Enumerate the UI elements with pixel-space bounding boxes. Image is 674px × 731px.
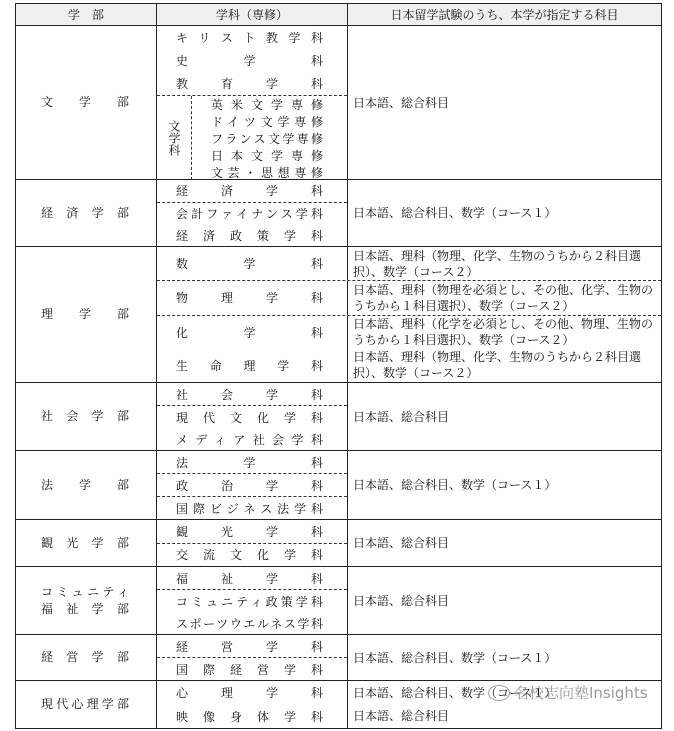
faculty-name: コミュニティ 福祉学部 xyxy=(41,584,129,616)
faculty-name: 社会学部 xyxy=(41,409,129,423)
department-cell xyxy=(157,383,347,406)
faculty-cell xyxy=(16,520,157,566)
major-name: 日本文学専修 xyxy=(211,149,323,163)
faculty-details xyxy=(157,383,661,450)
watermark xyxy=(488,682,648,703)
required-subjects: 日本語、理科（物理を必須とし、その他、化学、生物のうちから１科目選択）、数学（コース２） xyxy=(353,282,654,313)
department-name: スポーツウエルネス学科 xyxy=(176,616,323,631)
department-list xyxy=(157,26,348,179)
major-cell xyxy=(192,113,347,130)
nested-department xyxy=(157,96,347,180)
faculty-name: 経済学部 xyxy=(41,205,129,220)
department-name: 観光学科 xyxy=(176,524,323,539)
faculty-cell xyxy=(16,247,157,382)
department-cell xyxy=(157,26,347,49)
department-cell xyxy=(157,316,348,349)
department-cell xyxy=(157,567,347,590)
faculty-name: 法学部 xyxy=(41,477,129,492)
department-name: 映像身体学科 xyxy=(176,709,323,724)
table-header xyxy=(16,4,661,26)
department-name: 経営学科 xyxy=(176,639,323,654)
department-name: 史学科 xyxy=(176,54,323,68)
major-name: 英米文学専修 xyxy=(211,98,323,112)
department-cell xyxy=(157,705,348,729)
department-name: 化学科 xyxy=(176,325,323,340)
department-name: 物理学科 xyxy=(176,291,323,306)
department-cell xyxy=(157,49,347,72)
department-row xyxy=(157,281,661,315)
faculty-details xyxy=(157,451,661,519)
department-list xyxy=(157,567,348,634)
department-cell xyxy=(157,247,348,280)
department-cell xyxy=(157,612,347,634)
faculty-row xyxy=(16,567,661,635)
faculty-name: 現代心理学部 xyxy=(41,697,129,711)
department-cell xyxy=(157,635,347,658)
wechat-icon xyxy=(488,685,510,701)
major-cell xyxy=(192,96,347,113)
department-row xyxy=(157,316,661,349)
header-department: 学科（専修） xyxy=(157,4,348,25)
required-subjects: 日本語、総合科目、数学（コース１） xyxy=(353,478,557,492)
faculty-cell xyxy=(16,451,157,519)
faculty-details xyxy=(157,180,661,246)
faculty-details xyxy=(157,635,661,680)
department-name: 生命理学科 xyxy=(176,358,323,373)
required-subjects: 日本語、総合科目 xyxy=(353,593,450,608)
nested-major-list xyxy=(192,96,347,180)
faculty-cell xyxy=(16,635,157,680)
required-subjects: 日本語、理科（物理、化学、生物のうちから２科目選択）、数学（コース２） xyxy=(353,248,642,279)
department-cell xyxy=(157,180,347,203)
department-name: 国際ビジネス法学科 xyxy=(176,501,323,516)
department-cell xyxy=(157,349,348,382)
major-cell xyxy=(192,130,347,147)
department-name: 会計ファイナンス学科 xyxy=(176,207,323,221)
department-name: キリスト教学科 xyxy=(176,31,323,45)
faculty-details xyxy=(157,520,661,566)
faculty-name: 経営学部 xyxy=(41,650,129,664)
department-cell xyxy=(157,406,347,428)
department-cell xyxy=(157,203,347,225)
required-subjects: 日本語、総合科目、数学（コース１） xyxy=(353,650,557,665)
required-subjects: 日本語、総合科目 xyxy=(353,95,450,110)
department-cell xyxy=(157,428,347,450)
faculty-cell xyxy=(16,681,157,728)
faculty-name: 文学部 xyxy=(41,95,129,109)
major-name: ドイツ文学専修 xyxy=(211,115,323,129)
header-faculty: 学 部 xyxy=(16,4,157,25)
department-cell xyxy=(157,681,348,705)
department-row xyxy=(157,349,661,382)
department-cell xyxy=(157,281,348,314)
faculty-name: 観光学部 xyxy=(41,535,129,550)
department-cell xyxy=(157,544,347,567)
department-name: メディア社会学科 xyxy=(176,432,323,447)
required-subjects: 日本語、総合科目 xyxy=(353,536,450,550)
department-name: 社会学科 xyxy=(176,387,323,402)
major-name: 文芸・思想専修 xyxy=(211,166,323,180)
department-list xyxy=(157,635,348,680)
department-name: 福祉学科 xyxy=(176,571,323,586)
department-name: 交流文化学科 xyxy=(176,548,323,563)
department-name: コミュニティ政策学科 xyxy=(176,594,323,609)
department-name: 数学科 xyxy=(176,257,323,272)
department-cell xyxy=(157,520,347,544)
faculty-row xyxy=(16,26,661,180)
faculty-cell xyxy=(16,180,157,246)
faculty-row xyxy=(16,180,661,247)
faculty-cell xyxy=(16,567,157,634)
major-name: フランス文学専修 xyxy=(211,132,323,146)
faculty-row xyxy=(16,520,661,567)
faculty-row xyxy=(16,383,661,451)
required-subjects: 日本語、総合科目、数学（コース１） xyxy=(353,685,557,700)
department-cell xyxy=(157,497,347,519)
faculty-details xyxy=(157,567,661,634)
nested-department-label: 文学科 xyxy=(157,96,192,180)
department-cell xyxy=(157,72,347,96)
department-list xyxy=(157,451,348,519)
faculty-row xyxy=(16,247,661,383)
department-list xyxy=(157,520,348,566)
department-name: 経済学科 xyxy=(176,184,323,199)
department-name: 国際経営学科 xyxy=(176,662,323,677)
required-subjects: 日本語、総合科目 xyxy=(353,409,450,424)
department-cell xyxy=(157,224,347,246)
required-subjects: 日本語、総合科目 xyxy=(353,709,450,724)
admission-subjects-table xyxy=(15,3,662,729)
department-list xyxy=(157,180,348,246)
faculty-row xyxy=(16,451,661,520)
major-cell xyxy=(192,147,347,164)
faculty-details xyxy=(157,26,661,179)
department-list xyxy=(157,383,348,450)
required-subjects: 日本語、理科（化学を必須とし、その他、物理、生物のうちから１科目選択）、数学（コース２） xyxy=(353,317,654,348)
required-subjects: 日本語、理科（物理、化学、生物のうちから２科目選択）、数学（コース２） xyxy=(353,350,642,381)
department-row xyxy=(157,705,661,729)
watermark-text: 名校志向塾Insights xyxy=(514,684,648,702)
faculty-name: 理学部 xyxy=(41,307,129,321)
faculty-row xyxy=(16,635,661,681)
department-cell xyxy=(157,451,347,474)
department-row xyxy=(157,247,661,281)
department-name: 法学科 xyxy=(176,455,323,470)
department-cell xyxy=(157,658,347,680)
header-subjects: 日本留学試験のうち、本学が指定する科目 xyxy=(390,8,619,22)
department-cell xyxy=(157,590,347,612)
department-rows xyxy=(157,247,661,382)
department-name: 心理学科 xyxy=(176,686,323,701)
department-name: 教育学科 xyxy=(176,77,323,91)
faculty-details xyxy=(157,247,661,382)
faculty-cell xyxy=(16,26,157,179)
department-cell xyxy=(157,474,347,497)
required-subjects: 日本語、総合科目、数学（コース１） xyxy=(353,206,557,220)
department-name: 政治学科 xyxy=(176,478,323,493)
major-cell xyxy=(192,164,347,181)
department-name: 経済政策学科 xyxy=(176,228,323,243)
department-name: 現代文化学科 xyxy=(176,410,323,425)
faculty-cell xyxy=(16,383,157,450)
